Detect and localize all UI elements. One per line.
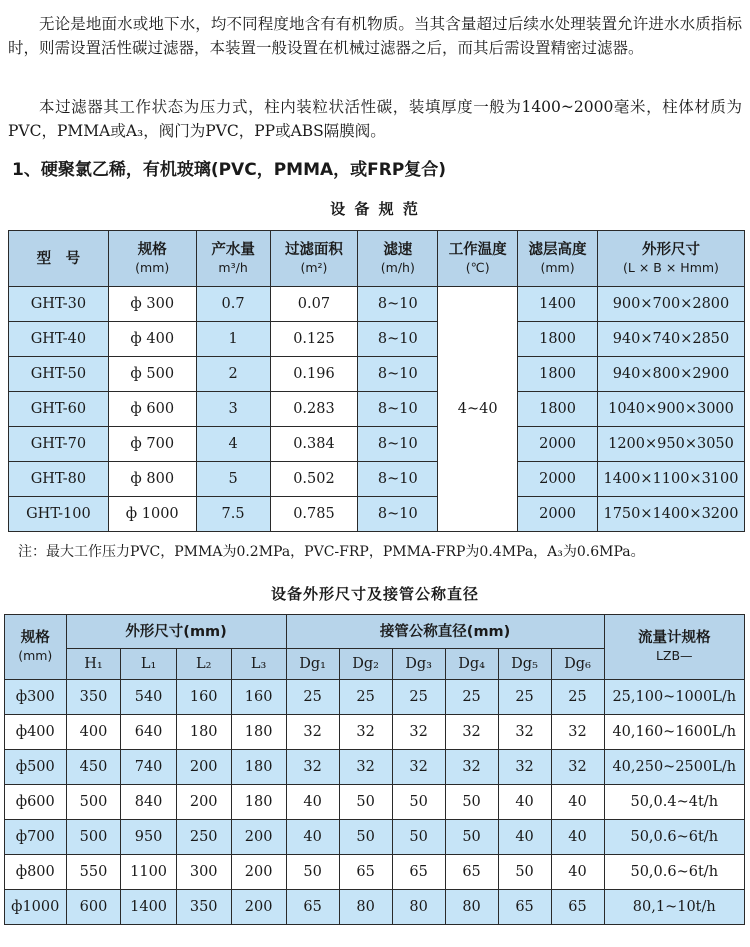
- cell-meter: 40,160~1600L/h: [604, 715, 744, 750]
- spec-table-row: [9, 462, 745, 497]
- cell-value: 40: [286, 820, 339, 855]
- cell-value: 250: [176, 820, 231, 855]
- subheader-9: Dg₆: [551, 649, 604, 680]
- cell-value: 32: [498, 715, 551, 750]
- cell-model: GHT-30: [9, 287, 109, 322]
- dimension-table-row: [5, 715, 745, 750]
- spec-header-5: [438, 231, 518, 287]
- cell-value: 32: [392, 750, 445, 785]
- cell-value: 180: [176, 715, 231, 750]
- spec-header-label: 过滤面积: [284, 241, 343, 258]
- cell-spec: ф600: [5, 785, 67, 820]
- spec-header-unit: (m/h): [380, 259, 415, 275]
- pressure-note: 注：最大工作压力PVC，PMMA为0.2MPa，PVC-FRP，PMMA-FRP为0.4MPa，A₃为0.6MPa。: [18, 544, 645, 560]
- spec-table-row: [9, 392, 745, 427]
- cell-area: 0.196: [270, 357, 358, 392]
- dimension-table-row: [5, 820, 745, 855]
- cell-height: 1800: [518, 357, 598, 392]
- cell-model: GHT-80: [9, 462, 109, 497]
- cell-dims: 1750×1400×3200: [597, 497, 744, 532]
- cell-model: GHT-100: [9, 497, 109, 532]
- subheader-6: Dg₃: [392, 649, 445, 680]
- spec-header-unit: (℃): [465, 259, 490, 275]
- spec-header-label: 滤速: [383, 241, 413, 258]
- cell-value: 450: [66, 750, 121, 785]
- cell-value: 25: [445, 680, 498, 715]
- cell-value: 32: [445, 715, 498, 750]
- intro-paragraph-1: 无论是地面水或地下水，均不同程度地含有有机物质。当其含量超过后续水处理装置允许进水水质指标时，则需设置活性碳过滤器，本装置一般设置在机械过滤器之后，而其后需设置精密过滤器。: [8, 15, 742, 57]
- subheader-7: Dg₄: [445, 649, 498, 680]
- cell-value: 540: [121, 680, 176, 715]
- cell-area: 0.07: [270, 287, 358, 322]
- cell-speed: 8~10: [358, 357, 438, 392]
- cell-value: 400: [66, 715, 121, 750]
- cell-value: 25: [392, 680, 445, 715]
- cell-value: 40: [286, 785, 339, 820]
- cell-speed: 8~10: [358, 287, 438, 322]
- spec-header-label: 型 号: [36, 250, 81, 267]
- cell-spec: ф 1000: [108, 497, 196, 532]
- cell-value: 200: [231, 820, 286, 855]
- spec-table-row: [9, 357, 745, 392]
- cell-value: 50: [392, 820, 445, 855]
- subheader-2: L₂: [176, 649, 231, 680]
- cell-spec: ф 500: [108, 357, 196, 392]
- cell-meter: 50,0.6~6t/h: [604, 820, 744, 855]
- spec-table-header-row: [9, 231, 745, 287]
- spec-table-row: [9, 497, 745, 532]
- cell-dims: 940×740×2850: [597, 322, 744, 357]
- cell-value: 50: [445, 820, 498, 855]
- cell-value: 160: [176, 680, 231, 715]
- cell-value: 32: [551, 715, 604, 750]
- cell-dims: 1040×900×3000: [597, 392, 744, 427]
- cell-value: 350: [66, 680, 121, 715]
- intro-paragraph-2: 本过滤器其工作状态为压力式，柱内装粒状活性碳，装填厚度一般为1400~2000毫米，柱体材质为PVC，PMMA或A₃，阀门为PVC，PP或ABS隔膜阀。: [8, 98, 742, 140]
- cell-value: 80: [339, 890, 392, 925]
- cell-area: 0.125: [270, 322, 358, 357]
- header-dims: 外形尺寸(mm): [66, 615, 286, 649]
- cell-value: 40: [551, 785, 604, 820]
- spec-header-6: [518, 231, 598, 287]
- cell-value: 65: [392, 855, 445, 890]
- dimension-table-row: [5, 855, 745, 890]
- cell-value: 40: [551, 820, 604, 855]
- cell-value: 32: [551, 750, 604, 785]
- spec-header-2: [196, 231, 270, 287]
- spec-header-label: 外形尺寸: [641, 241, 700, 258]
- cell-value: 200: [176, 750, 231, 785]
- cell-dims: 900×700×2800: [597, 287, 744, 322]
- subheader-0: H₁: [66, 649, 121, 680]
- cell-area: 0.785: [270, 497, 358, 532]
- cell-speed: 8~10: [358, 427, 438, 462]
- cell-value: 25: [551, 680, 604, 715]
- header-meter-label: 流量计规格: [638, 630, 711, 646]
- spec-table-row: [9, 322, 745, 357]
- cell-value: 950: [121, 820, 176, 855]
- cell-height: 2000: [518, 462, 598, 497]
- header-meter-sub: LZB—: [655, 648, 693, 663]
- cell-value: 500: [66, 820, 121, 855]
- cell-spec: ф 300: [108, 287, 196, 322]
- cell-value: 32: [286, 715, 339, 750]
- cell-value: 1100: [121, 855, 176, 890]
- spec-table-row: [9, 427, 745, 462]
- cell-model: GHT-70: [9, 427, 109, 462]
- cell-spec: ф700: [5, 820, 67, 855]
- cell-value: 80: [445, 890, 498, 925]
- cell-value: 180: [231, 715, 286, 750]
- spec-header-unit: (mm): [540, 259, 575, 275]
- spec-table-row: [9, 287, 745, 322]
- cell-model: GHT-50: [9, 357, 109, 392]
- cell-value: 40: [498, 785, 551, 820]
- cell-height: 2000: [518, 497, 598, 532]
- cell-value: 200: [231, 855, 286, 890]
- cell-spec: ф 800: [108, 462, 196, 497]
- cell-value: 740: [121, 750, 176, 785]
- cell-area: 0.384: [270, 427, 358, 462]
- cell-value: 180: [231, 785, 286, 820]
- cell-flow: 1: [196, 322, 270, 357]
- table1-caption: 设 备 规 范: [330, 200, 420, 218]
- cell-value: 840: [121, 785, 176, 820]
- cell-speed: 8~10: [358, 462, 438, 497]
- dimension-table-row: [5, 890, 745, 925]
- subheader-5: Dg₂: [339, 649, 392, 680]
- cell-value: 32: [498, 750, 551, 785]
- cell-value: 160: [231, 680, 286, 715]
- subheader-3: L₃: [231, 649, 286, 680]
- header-spec: [5, 615, 67, 680]
- cell-value: 550: [66, 855, 121, 890]
- cell-meter: 40,250~2500L/h: [604, 750, 744, 785]
- cell-value: 25: [498, 680, 551, 715]
- spec-header-unit: (L × B × Hmm): [623, 259, 719, 275]
- cell-value: 32: [339, 750, 392, 785]
- spec-header-unit: (mm): [135, 259, 170, 275]
- cell-value: 40: [498, 820, 551, 855]
- cell-area: 0.283: [270, 392, 358, 427]
- cell-flow: 3: [196, 392, 270, 427]
- cell-value: 80: [392, 890, 445, 925]
- cell-value: 50: [286, 855, 339, 890]
- cell-spec: ф800: [5, 855, 67, 890]
- spec-header-3: [270, 231, 358, 287]
- cell-value: 40: [551, 855, 604, 890]
- cell-value: 32: [445, 750, 498, 785]
- cell-value: 32: [339, 715, 392, 750]
- header-spec-unit: (mm): [18, 648, 53, 663]
- dimension-table-header-row: [5, 615, 745, 649]
- cell-flow: 4: [196, 427, 270, 462]
- cell-value: 32: [286, 750, 339, 785]
- cell-flow: 7.5: [196, 497, 270, 532]
- cell-value: 65: [339, 855, 392, 890]
- spec-header-7: [597, 231, 744, 287]
- spec-header-label: 规格: [137, 241, 167, 258]
- cell-spec: ф1000: [5, 890, 67, 925]
- table2-caption: 设备外形尺寸及接管公称直径: [270, 585, 479, 603]
- cell-value: 350: [176, 890, 231, 925]
- cell-value: 32: [392, 715, 445, 750]
- cell-value: 640: [121, 715, 176, 750]
- cell-value: 65: [286, 890, 339, 925]
- spec-header-label: 工作温度: [448, 241, 507, 258]
- spec-header-0: [9, 231, 109, 287]
- cell-dims: 940×800×2900: [597, 357, 744, 392]
- subheader-8: Dg₅: [498, 649, 551, 680]
- cell-spec: ф 700: [108, 427, 196, 462]
- cell-value: 300: [176, 855, 231, 890]
- cell-height: 2000: [518, 427, 598, 462]
- cell-value: 65: [445, 855, 498, 890]
- cell-temp-range: 4~40: [438, 287, 518, 532]
- dimension-table-row: [5, 680, 745, 715]
- cell-height: 1800: [518, 392, 598, 427]
- header-pipe: 接管公称直径(mm): [286, 615, 604, 649]
- cell-value: 25: [339, 680, 392, 715]
- spec-header-unit: (m²): [300, 259, 328, 275]
- dimension-table-row: [5, 750, 745, 785]
- cell-speed: 8~10: [358, 497, 438, 532]
- cell-spec: ф400: [5, 715, 67, 750]
- cell-value: 50: [339, 820, 392, 855]
- cell-value: 50: [339, 785, 392, 820]
- cell-value: 200: [176, 785, 231, 820]
- spec-header-unit: m³/h: [218, 259, 248, 275]
- cell-value: 65: [551, 890, 604, 925]
- cell-value: 600: [66, 890, 121, 925]
- dimension-table: [4, 614, 745, 925]
- spec-header-1: [108, 231, 196, 287]
- cell-value: 50: [392, 785, 445, 820]
- cell-height: 1400: [518, 287, 598, 322]
- cell-value: 50: [445, 785, 498, 820]
- cell-flow: 5: [196, 462, 270, 497]
- spec-header-4: [358, 231, 438, 287]
- subheader-4: Dg₁: [286, 649, 339, 680]
- header-spec-label: 规格: [20, 630, 50, 646]
- cell-meter: 25,100~1000L/h: [604, 680, 744, 715]
- cell-height: 1800: [518, 322, 598, 357]
- section-heading: 1、硬聚氯乙稀，有机玻璃(PVC，PMMA，或FRP复合): [12, 160, 447, 180]
- cell-value: 25: [286, 680, 339, 715]
- cell-flow: 0.7: [196, 287, 270, 322]
- cell-flow: 2: [196, 357, 270, 392]
- subheader-1: L₁: [121, 649, 176, 680]
- dimension-table-row: [5, 785, 745, 820]
- cell-spec: ф 600: [108, 392, 196, 427]
- cell-value: 200: [231, 890, 286, 925]
- cell-speed: 8~10: [358, 322, 438, 357]
- cell-spec: ф300: [5, 680, 67, 715]
- cell-area: 0.502: [270, 462, 358, 497]
- cell-spec: ф500: [5, 750, 67, 785]
- cell-value: 1400: [121, 890, 176, 925]
- cell-model: GHT-60: [9, 392, 109, 427]
- cell-meter: 80,1~10t/h: [604, 890, 744, 925]
- cell-spec: ф 400: [108, 322, 196, 357]
- cell-meter: 50,0.6~6t/h: [604, 855, 744, 890]
- cell-model: GHT-40: [9, 322, 109, 357]
- cell-value: 65: [498, 890, 551, 925]
- cell-dims: 1200×950×3050: [597, 427, 744, 462]
- cell-value: 500: [66, 785, 121, 820]
- cell-speed: 8~10: [358, 392, 438, 427]
- cell-value: 180: [231, 750, 286, 785]
- spec-table: [8, 230, 745, 532]
- cell-value: 50: [498, 855, 551, 890]
- spec-header-label: 产水量: [211, 241, 255, 258]
- header-meter: [604, 615, 744, 680]
- cell-dims: 1400×1100×3100: [597, 462, 744, 497]
- spec-header-label: 滤层高度: [528, 241, 587, 258]
- cell-meter: 50,0.4~4t/h: [604, 785, 744, 820]
